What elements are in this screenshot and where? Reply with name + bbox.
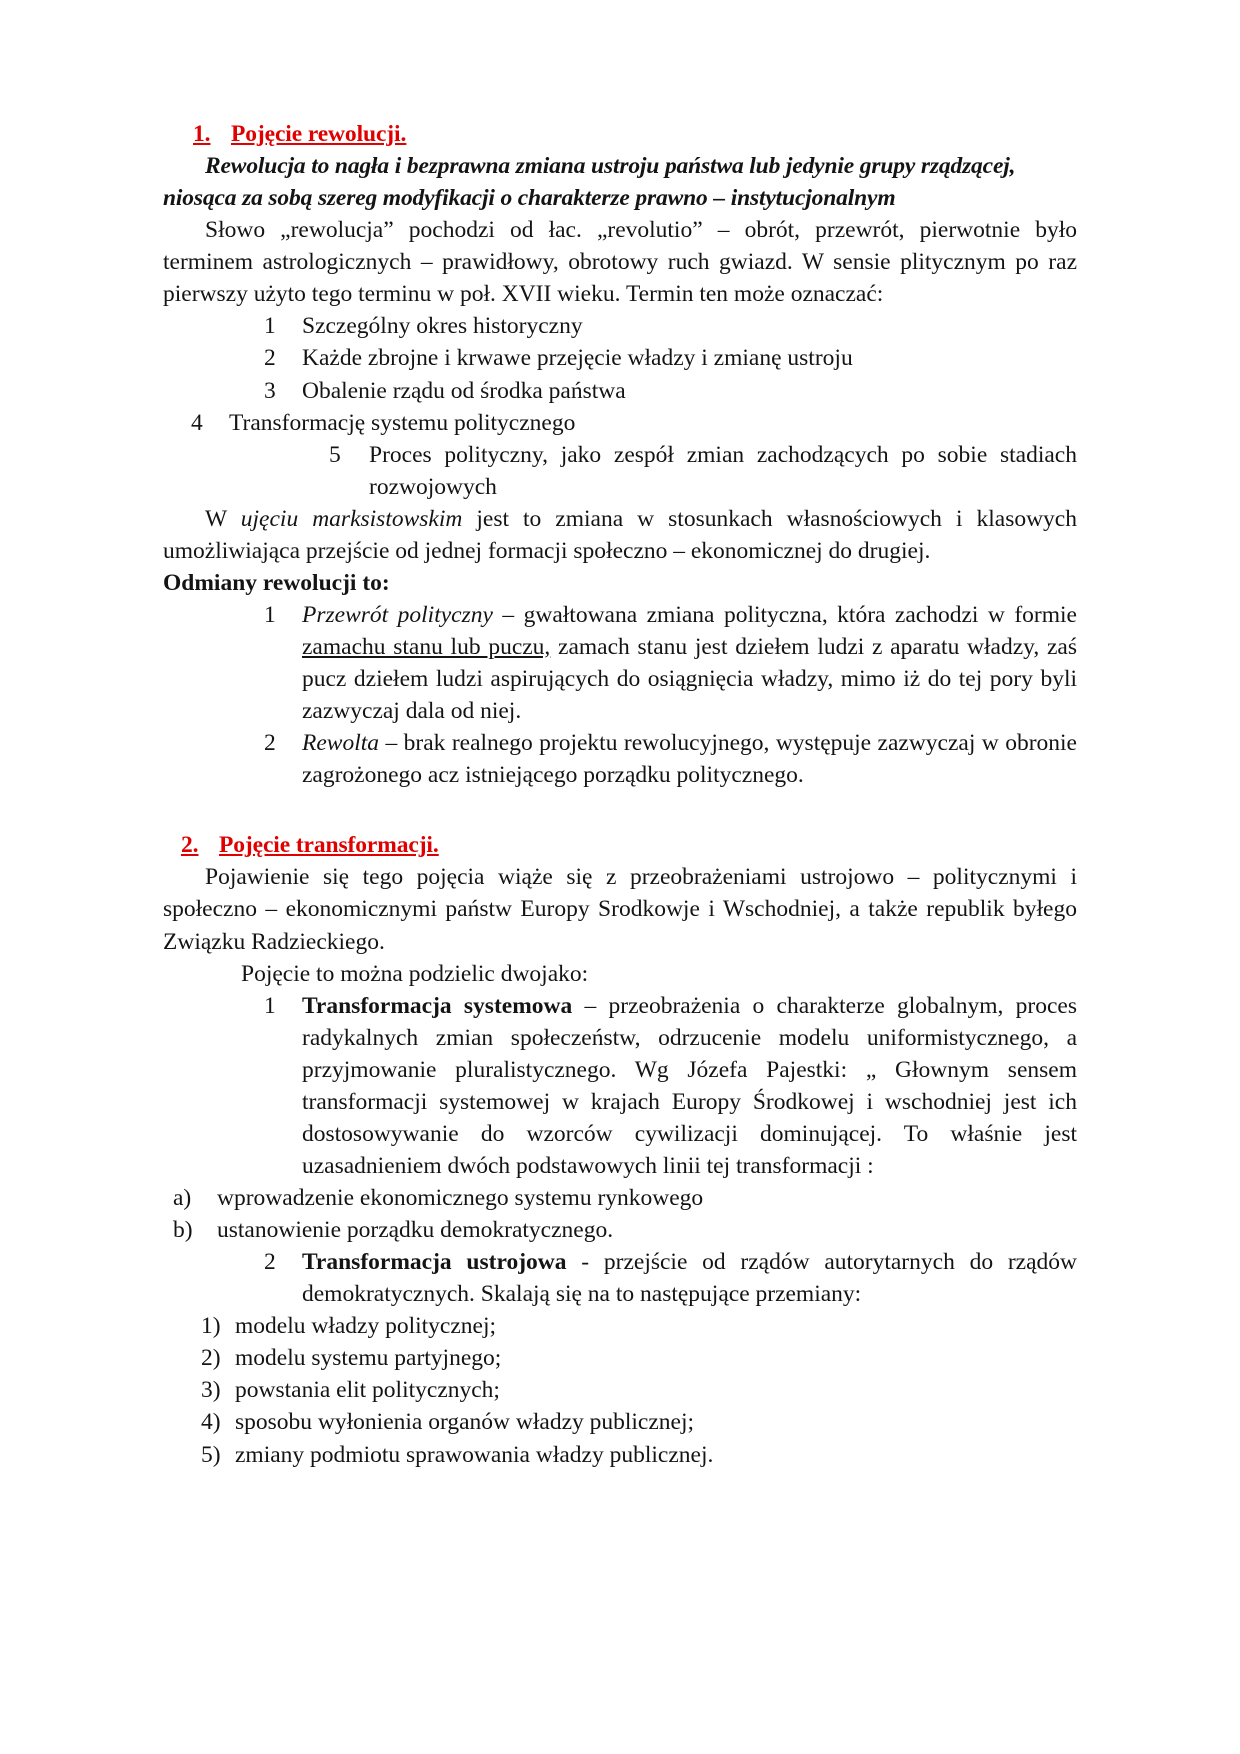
section-heading-rewolucji (193, 118, 1077, 150)
line-text: ustanowienie porządku demokratycznego. (217, 1217, 614, 1244)
meaning-marker: 1 (264, 313, 276, 340)
marxist-prefix: W (205, 505, 241, 532)
variety-marker: 1 (264, 601, 276, 628)
meaning-text: Proces polityczny, jako zespół zmian zachodzących po sobie stadiach rozwojowych (369, 441, 1077, 500)
meaning-item-2 (264, 342, 1077, 374)
document-body (163, 118, 1077, 1471)
meaning-text: Każde zbrojne i krwawe przejęcie władzy i zmianę ustroju (302, 345, 853, 372)
marxist-paragraph (163, 503, 1077, 567)
change-item-5 (201, 1439, 1077, 1471)
section-title: Pojęcie rewolucji. (231, 121, 407, 147)
transformation-marker: 2 (264, 1249, 276, 1276)
variety-text-before: – brak realnego projektu rewolucyjnego, występuje zazwyczaj w obronie zagrożonego acz istniejącego porządku politycznego. (302, 730, 1077, 789)
variety-marker: 2 (264, 730, 276, 757)
marxist-rest: jest to zmiana w stosunkach własnościowych i klasowych umożliwiająca przejście od jednej formacji społeczno – ekonomicznej do drugiej. (163, 505, 1077, 564)
section-number: 2. (181, 832, 199, 859)
marxist-italic-term: ujęciu marksistowskim (240, 505, 463, 532)
transformation-term: Transformacja ustrojowa (302, 1249, 567, 1276)
transformation-term: Transformacja systemowa (302, 992, 573, 1019)
variety-term: Przewrót polityczny (302, 601, 493, 628)
change-text: powstania elit politycznych; (235, 1377, 500, 1404)
meaning-text: Transformację systemu politycznego (229, 409, 576, 436)
meaning-marker: 3 (264, 377, 276, 404)
change-item-1 (201, 1310, 1077, 1342)
definition-line-1: Rewolucja to nagła i bezprawna zmiana ustroju państwa lub jedynie grupy rządzącej, (205, 153, 1016, 180)
variety-term: Rewolta (302, 730, 380, 757)
variety-text-before: – gwałtowana zmiana polityczna, która zachodzi w formie (492, 601, 1077, 628)
meaning-marker: 5 (329, 441, 341, 468)
transformation-line-b (173, 1214, 1077, 1246)
definition-line-2: niosąca za sobą szereg modyfikacji o charakterze prawno – instytucjonalnym (163, 185, 896, 212)
change-text: modelu systemu partyjnego; (235, 1345, 502, 1372)
line-marker: b) (173, 1217, 193, 1244)
transformation-description: – przeobrażenia o charakterze globalnym, proces radykalnych zmian społeczeństw, odrzucenie modelu uniformistycznego, a przyjmowanie pluralistycznego. Wg Józefa Pajestki: „ Głownym sensem transformacji systemowej w krajach Europy Środkowej i wschodniej jest ich dostosowywanie do wzorców cywilizacji dominującej. To właśnie jest uzasadnieniem dwóch podstawowych linii tej transformacji : (302, 992, 1077, 1179)
change-marker: 5) (201, 1441, 221, 1468)
section-heading-transformacji (181, 829, 1077, 861)
intro-paragraph-transformacji: Pojawienie się tego pojęcia wiąże się z przeobrażeniami ustrojowo – politycznymi i społeczno – ekonomicznymi państw Europy Srodkowje i Wschodniej, a także republik byłego Związku Radzieckiego. (163, 864, 1077, 955)
transformation-type-1 (264, 990, 1077, 1182)
transformation-type-2 (264, 1246, 1077, 1310)
change-marker: 1) (201, 1313, 221, 1340)
meaning-item-5 (329, 439, 1077, 503)
variety-item-1 (264, 599, 1077, 727)
section-number: 1. (193, 121, 211, 147)
split-lead: Pojęcie to można podzielic dwojako: (241, 960, 589, 987)
variety-text-after: zamach stanu jest dziełem ludzi z aparatu władzy, zaś pucz dziełem ludzi aspirujących do osiągnięcia władzy, mimo iż do tej pory byli zazwyczaj dala od niej. (302, 634, 1077, 725)
meaning-item-3 (264, 375, 1077, 407)
variety-underlined-phrase: zamachu stanu lub puczu, (302, 634, 551, 660)
section-title: Pojęcie transformacji. (219, 832, 439, 859)
variety-item-2 (264, 727, 1077, 791)
change-marker: 3) (201, 1377, 221, 1404)
meaning-text: Szczególny okres historyczny (302, 313, 583, 340)
change-text: sposobu wyłonienia organów władzy publicznej; (235, 1409, 695, 1436)
transformation-line-a (173, 1182, 1077, 1214)
transformation-description: - przejście od rządów autorytarnych do rządów demokratycznych. Skalają się na to następujące przemiany: (302, 1249, 1077, 1308)
line-marker: a) (173, 1185, 192, 1211)
change-item-3 (201, 1374, 1077, 1406)
meaning-marker: 4 (191, 409, 203, 436)
change-item-4 (201, 1406, 1077, 1438)
change-marker: 2) (201, 1345, 221, 1372)
change-text: modelu władzy politycznej; (235, 1313, 497, 1340)
transformation-text (302, 990, 1077, 1182)
transformation-text (302, 1246, 1077, 1310)
variety-text (302, 599, 1077, 727)
change-text: zmiany podmiotu sprawowania władzy publicznej. (235, 1441, 714, 1468)
varieties-lead: Odmiany rewolucji to: (163, 569, 390, 596)
meaning-text: Obalenie rządu od środka państwa (302, 377, 626, 404)
meaning-item-1 (264, 310, 1077, 342)
meaning-marker: 2 (264, 345, 276, 372)
change-marker: 4) (201, 1409, 221, 1436)
meaning-item-4 (191, 407, 1077, 439)
intro-paragraph-rewolucji: Słowo „rewolucja” pochodzi od łac. „revolutio” – obrót, przewrót, pierwotnie było terminem astrologicznych – prawidłowy, obrotowy ruch gwiazd. W sensie plitycznym po raz pierwszy użyto tego terminu w poł. XVII wieku. Termin ten może oznaczać: (163, 217, 1077, 308)
change-item-2 (201, 1342, 1077, 1374)
transformation-marker: 1 (264, 992, 276, 1019)
line-text: wprowadzenie ekonomicznego systemu rynkowego (217, 1185, 704, 1211)
variety-text (302, 727, 1077, 791)
